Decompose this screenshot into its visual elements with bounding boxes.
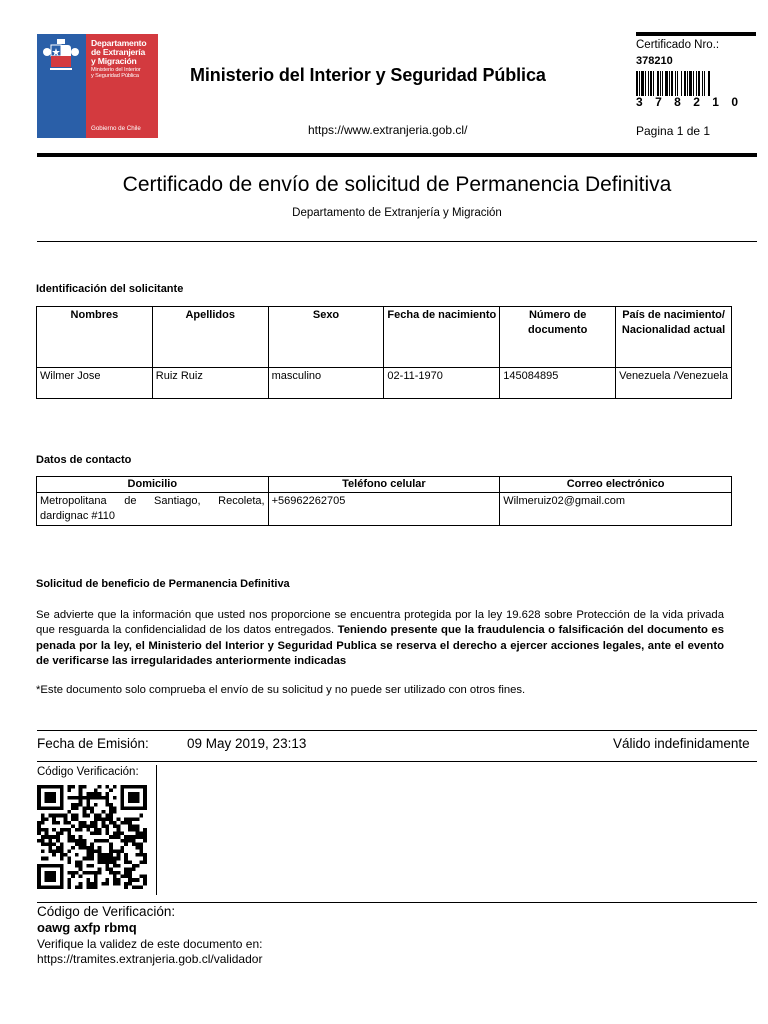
verify-instructions: Verifique la validez de este documento en: — [37, 937, 263, 951]
cell-apellidos: Ruiz Ruiz — [152, 368, 268, 399]
applicant-section-title: Identificación del solicitante — [36, 283, 184, 295]
cell-telefono: +56962262705 — [268, 493, 500, 526]
cell-fecha-nacimiento: 02-11-1970 — [384, 368, 500, 399]
validity-text: Válido indefinidamente — [613, 736, 750, 751]
barcode-digit: 8 — [674, 95, 681, 109]
title-divider — [37, 241, 757, 242]
website-link[interactable]: https://www.extranjeria.gob.cl/ — [308, 123, 468, 137]
barcode-digits — [636, 95, 738, 109]
cell-correo: Wilmeruiz02@gmail.com — [500, 493, 732, 526]
header-domicilio: Domicilio — [37, 477, 269, 493]
header-nombres: Nombres — [37, 307, 153, 368]
legal-paragraph — [36, 608, 724, 670]
header-telefono: Teléfono celular — [268, 477, 500, 493]
table-row — [37, 368, 732, 399]
verification-rule — [37, 902, 757, 903]
header-numero-documento: Número de documento — [500, 307, 616, 368]
document-title: Certificado de envío de solicitud de Permanencia Definitiva — [122, 173, 672, 196]
header-sexo: Sexo — [268, 307, 384, 368]
ministry-title: Ministerio del Interior y Seguridad Pública — [190, 65, 546, 85]
header-correo: Correo electrónico — [500, 477, 732, 493]
logo-ministry-text: Ministerio del Interior y Seguridad Pública — [91, 67, 141, 80]
cell-numero-documento: 145084895 — [500, 368, 616, 399]
cell-sexo: masculino — [268, 368, 384, 399]
emission-date-label: Fecha de Emisión: — [37, 736, 149, 751]
cell-nombres: Wilmer Jose — [37, 368, 153, 399]
logo-blue-panel — [37, 34, 86, 138]
header-fecha-nacimiento: Fecha de nacimiento — [384, 307, 500, 368]
cell-domicilio: Metropolitana de Santiago, Recoleta, dardignac #110 — [37, 493, 269, 526]
verification-code-label: Código de Verificación: — [37, 904, 176, 919]
barcode-digit: 2 — [693, 95, 700, 109]
barcode-digit: 1 — [712, 95, 719, 109]
contact-table — [36, 476, 732, 526]
gobierno-logo — [37, 34, 158, 138]
logo-gobierno-text: Gobierno de Chile — [91, 125, 141, 132]
request-section-title: Solicitud de beneficio de Permanencia Definitiva — [36, 578, 290, 590]
verification-code-label-small: Código Verificación: — [37, 766, 139, 778]
usage-note: *Este documento solo comprueba el envío de su solicitud y no puede ser utilizado con otros fines. — [36, 684, 526, 696]
barcode-digit: 3 — [636, 95, 643, 109]
contact-section-title: Datos de contacto — [36, 454, 132, 466]
certificate-number-label: Certificado Nro.: — [636, 39, 720, 51]
legal-warning-text: Teniendo presente que la fraudulencia o falsificación del documento es penada por la ley, el Ministerio del Interior y Seguridad Publica se reserva el derecho a ejercer acciones legales, ante el evento de verificarse las irregularidades anteriormente indicadas — [36, 624, 724, 668]
header-divider — [37, 153, 757, 157]
legal-text: Se advierte que la información que usted nos proporcione se encuentra protegida por la ley 19.628 sobre Protección de la vida privada que resguarda la confidencialidad de los datos entregados. — [36, 609, 724, 637]
qr-code-icon[interactable] — [37, 785, 147, 889]
emission-bottom-rule — [37, 761, 757, 762]
header-apellidos: Apellidos — [152, 307, 268, 368]
emission-top-rule — [37, 730, 757, 731]
cell-pais-nacionalidad: Venezuela /Venezuela — [616, 368, 732, 399]
header-pais-nacionalidad: País de nacimiento/ Nacionalidad actual — [616, 307, 732, 368]
logo-red-panel — [86, 34, 158, 138]
barcode-digit: 7 — [655, 95, 662, 109]
table-row — [37, 493, 732, 526]
logo-department-text: Departamento de Extranjería y Migración — [91, 38, 147, 66]
emission-date-value: 09 May 2019, 23:13 — [187, 736, 307, 751]
verification-code: oawg axfp rbmq — [37, 920, 137, 935]
qr-separator — [156, 765, 157, 895]
page-indicator: Pagina 1 de 1 — [636, 124, 711, 138]
barcode-digit: 0 — [731, 95, 738, 109]
verify-link[interactable]: https://tramites.extranjeria.gob.cl/validador — [37, 952, 263, 966]
applicant-table — [36, 306, 732, 399]
table-header-row — [37, 477, 732, 493]
table-header-row — [37, 307, 732, 368]
coat-of-arms-icon — [37, 36, 86, 76]
barcode — [636, 71, 736, 96]
certificate-number: 378210 — [636, 55, 673, 67]
certificate-top-rule — [636, 32, 756, 36]
document-subtitle: Departamento de Extranjería y Migración — [292, 207, 502, 219]
